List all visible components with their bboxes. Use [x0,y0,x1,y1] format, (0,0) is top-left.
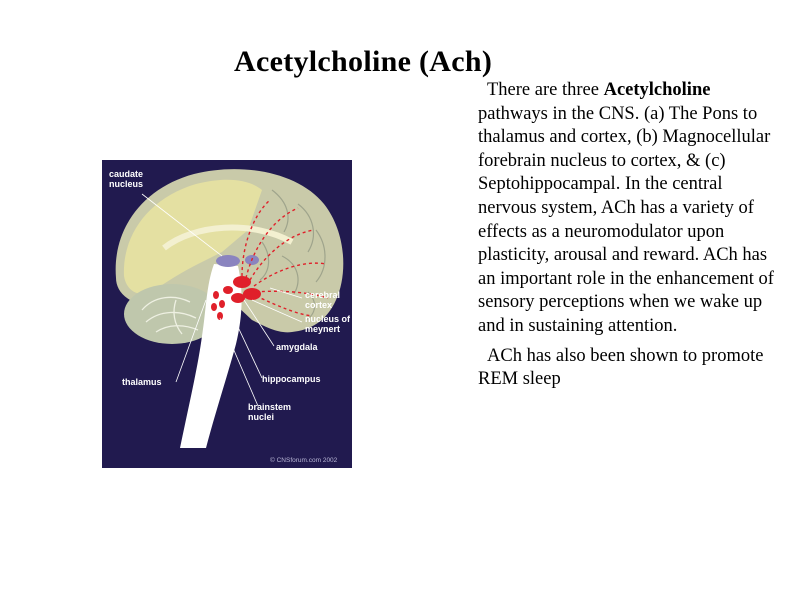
label-nucleus-of-meynert-2: meynert [305,324,341,334]
label-nucleus-of-meynert: nucleus of [305,314,351,324]
label-hippocampus: hippocampus [262,374,321,384]
para1-bold-term: Acetylcholine [603,80,711,100]
paragraph-pathways [478,79,778,339]
brain-diagram [102,160,352,468]
label-caudate-2: nucleus [109,179,144,189]
label-cerebral-cortex-2: cortex [305,300,333,310]
para2-text: ACh has also been shown to promote REM sleep [478,345,764,390]
label-caudate: caudate [109,169,144,179]
figure-credit: © CNSforum.com 2002 [270,457,338,464]
label-amygdala: amygdala [276,342,318,352]
label-brainstem-nuclei-2: nuclei [248,412,275,422]
slide-title: Acetylcholine (Ach) [234,45,493,78]
label-cerebral-cortex: cerebral [305,290,341,300]
thalamus-body [216,255,240,267]
body-text [478,79,778,392]
para1-rest: pathways in the CNS. (a) The Pons to thalamus and cortex, (b) Magnocellular forebrain nucleus to cortex, & (c) Septohippocampal. In the central nervous system, ACh has a variety of effects as a neuromodulator upon plasticity, arousal and reward. ACh has an important role in the enhancement of sensory perceptions when we wake up and in sustaining attention. [478,103,774,336]
label-brainstem-nuclei: brainstem [248,402,292,412]
label-thalamus: thalamus [122,377,162,387]
para1-intro: There are three [487,80,604,100]
paragraph-rem-sleep [478,345,778,392]
brain-illustration [102,160,352,468]
